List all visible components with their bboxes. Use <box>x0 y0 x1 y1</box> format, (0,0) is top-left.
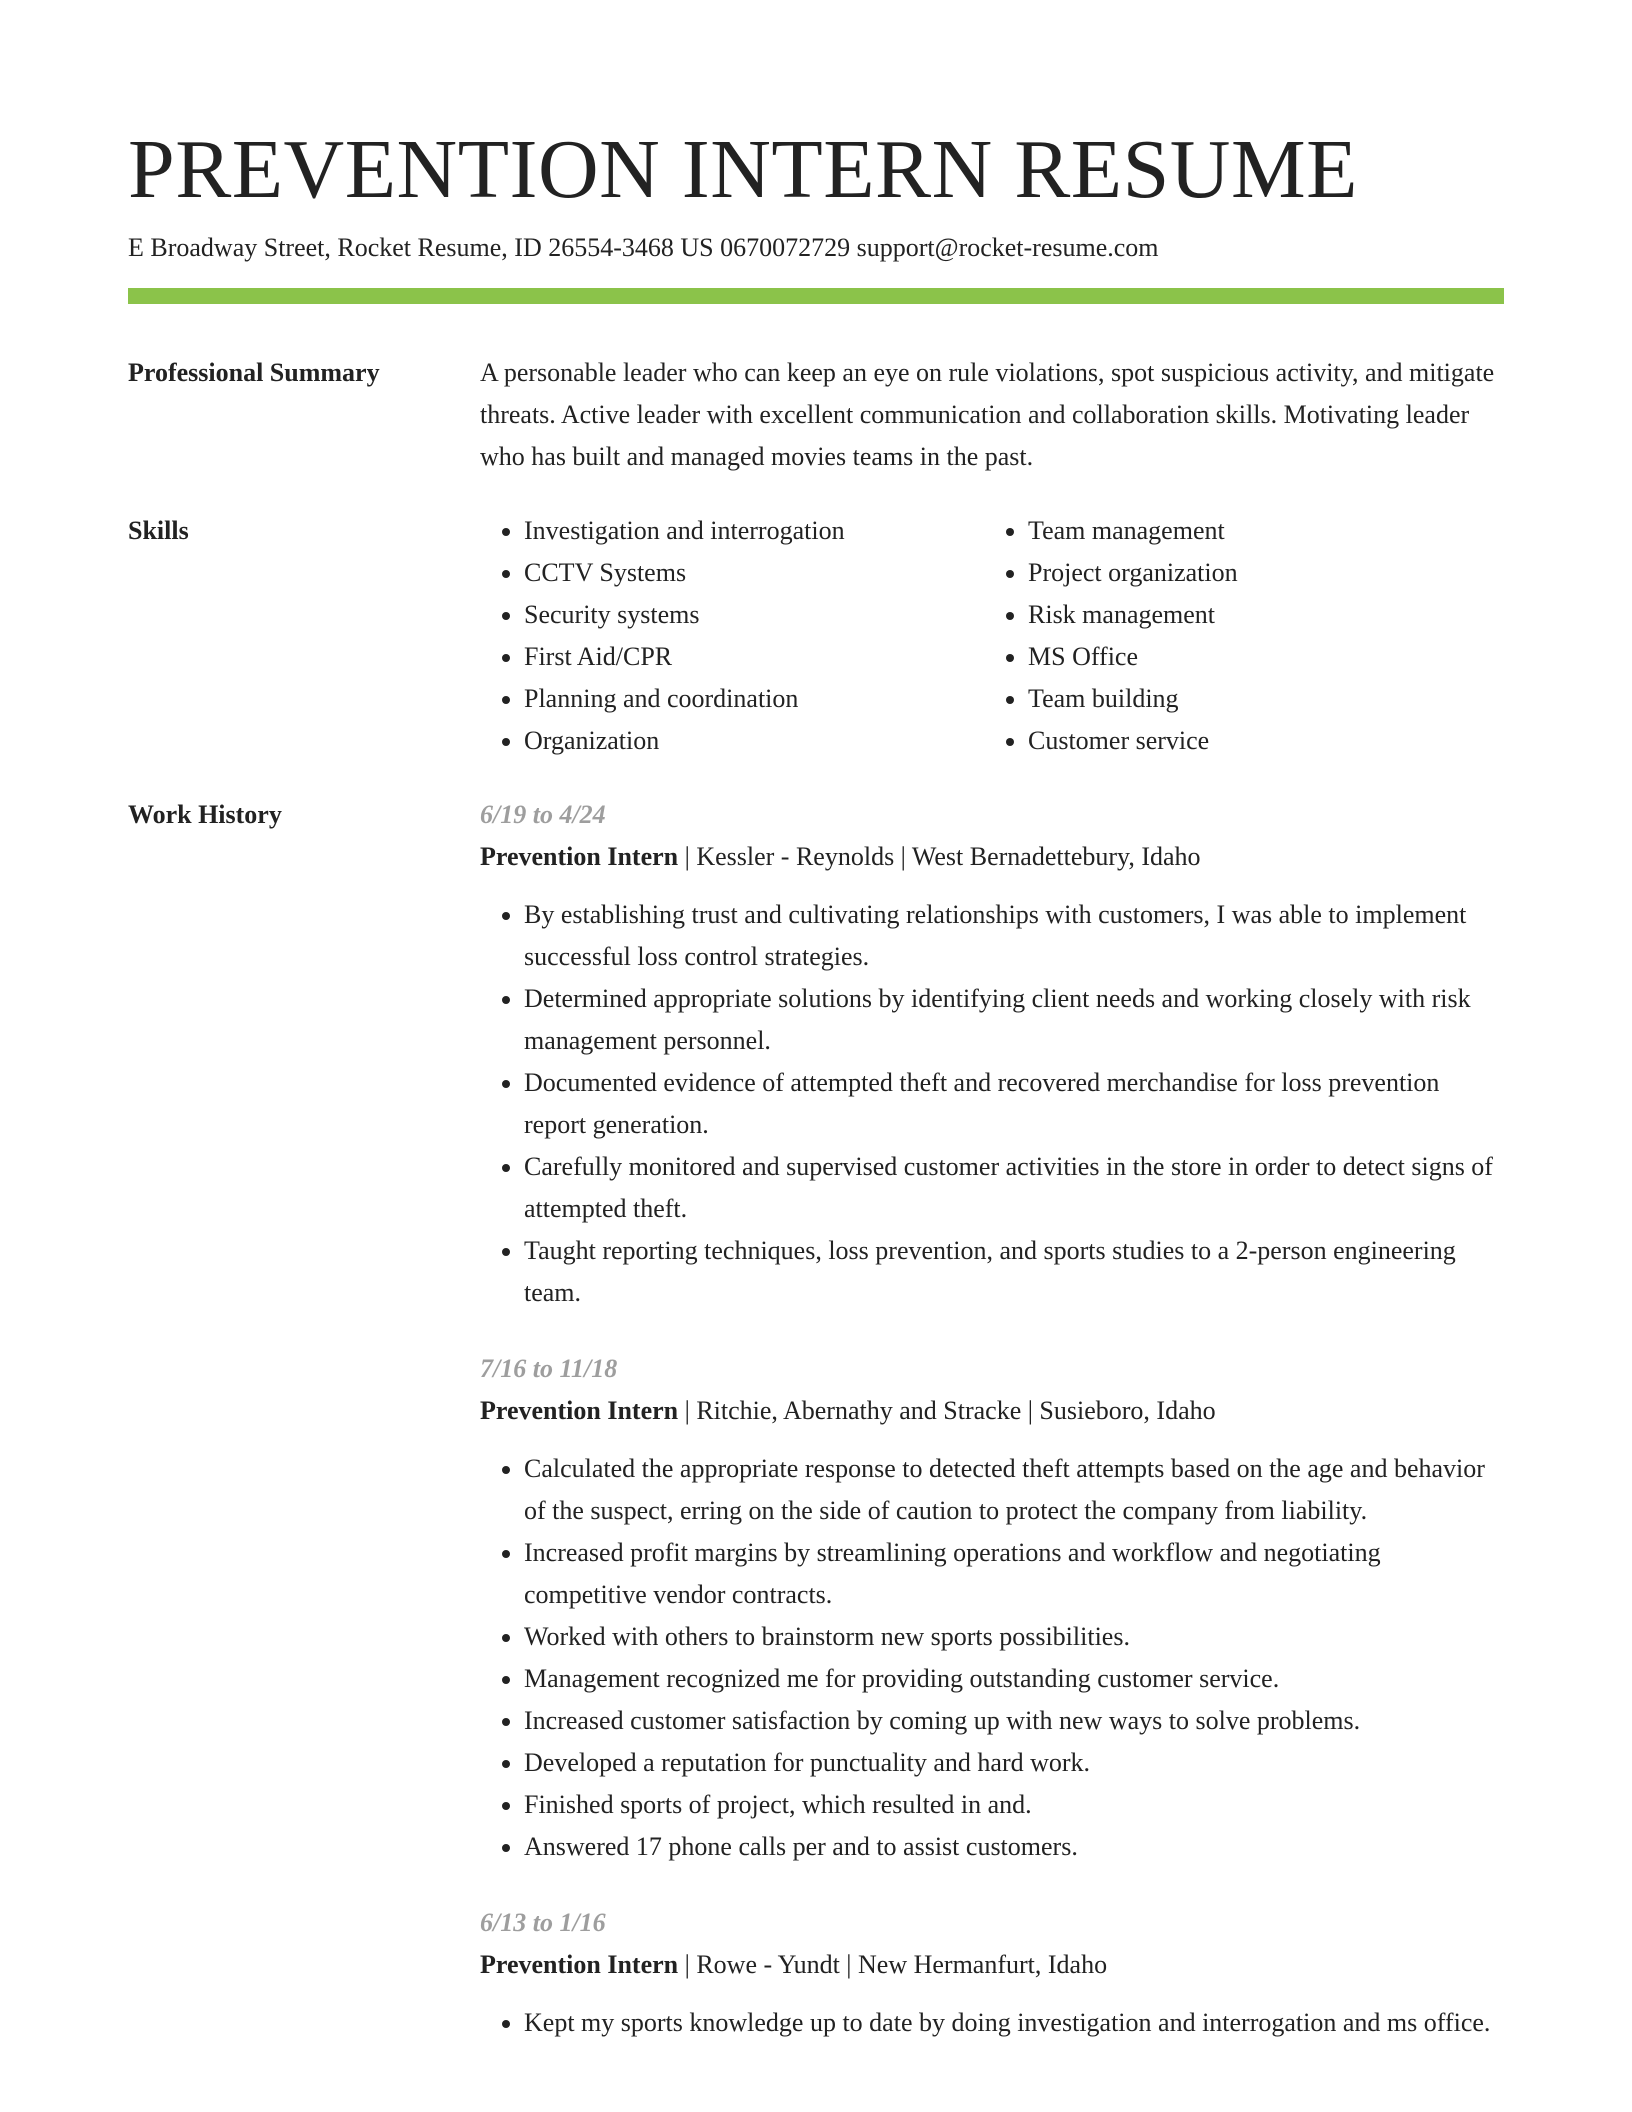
job-entry <box>480 1348 1504 1868</box>
job-heading <box>480 1390 1504 1432</box>
job-title: Prevention Intern <box>480 1396 679 1425</box>
skill-item: • Risk management <box>1028 594 1488 636</box>
skills-body <box>480 510 1504 762</box>
skill-item: • CCTV Systems <box>524 552 984 594</box>
skill-item: • Customer service <box>1028 720 1488 762</box>
header-divider <box>128 288 1504 304</box>
job-bullet: • Answered 17 phone calls per and to assist customers. <box>524 1826 1504 1868</box>
skills-label: Skills <box>128 516 189 545</box>
job-entry <box>480 794 1504 1314</box>
skills-section <box>128 510 1504 762</box>
skill-item: • First Aid/CPR <box>524 636 984 678</box>
job-dates: 6/13 to 1/16 <box>480 1908 606 1937</box>
resume-page <box>128 120 1504 2044</box>
job-bullet: • Carefully monitored and supervised customer activities in the store in order to detect signs of attempted theft. <box>524 1146 1504 1230</box>
job-bullet: • Increased customer satisfaction by coming up with new ways to solve problems. <box>524 1700 1504 1742</box>
skills-columns <box>480 510 1504 762</box>
job-bullet-list <box>480 1448 1504 1868</box>
job-bullet-list <box>480 894 1504 1314</box>
job-bullet: • By establishing trust and cultivating relationships with customers, I was able to implement successful loss control strategies. <box>524 894 1504 978</box>
job-employer-location: | Kessler - Reynolds | West Bernadettebury, Idaho <box>678 842 1201 871</box>
job-bullet: • Calculated the appropriate response to detected theft attempts based on the age and behavior of the suspect, erring on the side of caution to protect the company from liability. <box>524 1448 1504 1532</box>
job-bullet-list <box>480 2002 1504 2044</box>
skill-item: • Project organization <box>1028 552 1488 594</box>
job-heading <box>480 836 1504 878</box>
skill-item: • Planning and coordination <box>524 678 984 720</box>
work-history-body <box>480 794 1504 2044</box>
job-bullet: • Worked with others to brainstorm new sports possibilities. <box>524 1616 1504 1658</box>
work-history-section <box>128 794 1504 2044</box>
skills-column-right <box>984 510 1488 762</box>
job-bullet: • Documented evidence of attempted theft and recovered merchandise for loss prevention report generation. <box>524 1062 1504 1146</box>
job-entry <box>480 1902 1504 2044</box>
skill-item: • Security systems <box>524 594 984 636</box>
job-dates: 7/16 to 11/18 <box>480 1354 618 1383</box>
skill-item: • Investigation and interrogation <box>524 510 984 552</box>
job-bullet: • Taught reporting techniques, loss prevention, and sports studies to a 2-person engineering team. <box>524 1230 1504 1314</box>
job-bullet: • Finished sports of project, which resulted in and. <box>524 1784 1504 1826</box>
skill-item: • Team management <box>1028 510 1488 552</box>
summary-text: A personable leader who can keep an eye on rule violations, spot suspicious activity, and mitigate threats. Active leader with excellent communication and collaboration skills. Motivating leader who has built and managed movies teams in the past. <box>480 358 1495 471</box>
job-bullet: • Determined appropriate solutions by identifying client needs and working closely with risk management personnel. <box>524 978 1504 1062</box>
job-title: Prevention Intern <box>480 1950 679 1979</box>
job-employer-location: | Rowe - Yundt | New Hermanfurt, Idaho <box>678 1950 1108 1979</box>
skill-item: • Organization <box>524 720 984 762</box>
resume-title: PREVENTION INTERN RESUME <box>128 123 1358 216</box>
skill-item: • MS Office <box>1028 636 1488 678</box>
work-history-label: Work History <box>128 800 282 829</box>
skill-item: • Team building <box>1028 678 1488 720</box>
job-bullet: • Increased profit margins by streamlining operations and workflow and negotiating competitive vendor contracts. <box>524 1532 1504 1616</box>
job-dates: 6/19 to 4/24 <box>480 800 606 829</box>
summary-section <box>128 352 1504 478</box>
job-bullet: • Management recognized me for providing outstanding customer service. <box>524 1658 1504 1700</box>
skills-column-left <box>480 510 984 762</box>
job-title: Prevention Intern <box>480 842 679 871</box>
summary-label: Professional Summary <box>128 358 380 387</box>
skills-list-left <box>480 510 984 762</box>
job-bullet: • Developed a reputation for punctuality and hard work. <box>524 1742 1504 1784</box>
job-bullet: • Kept my sports knowledge up to date by doing investigation and interrogation and ms office. <box>524 2002 1504 2044</box>
skills-list-right <box>984 510 1488 762</box>
contact-line: E Broadway Street, Rocket Resume, ID 26554-3468 US 0670072729 support@rocket-resume.com <box>128 233 1159 262</box>
job-employer-location: | Ritchie, Abernathy and Stracke | Susieboro, Idaho <box>678 1396 1216 1425</box>
job-heading <box>480 1944 1504 1986</box>
